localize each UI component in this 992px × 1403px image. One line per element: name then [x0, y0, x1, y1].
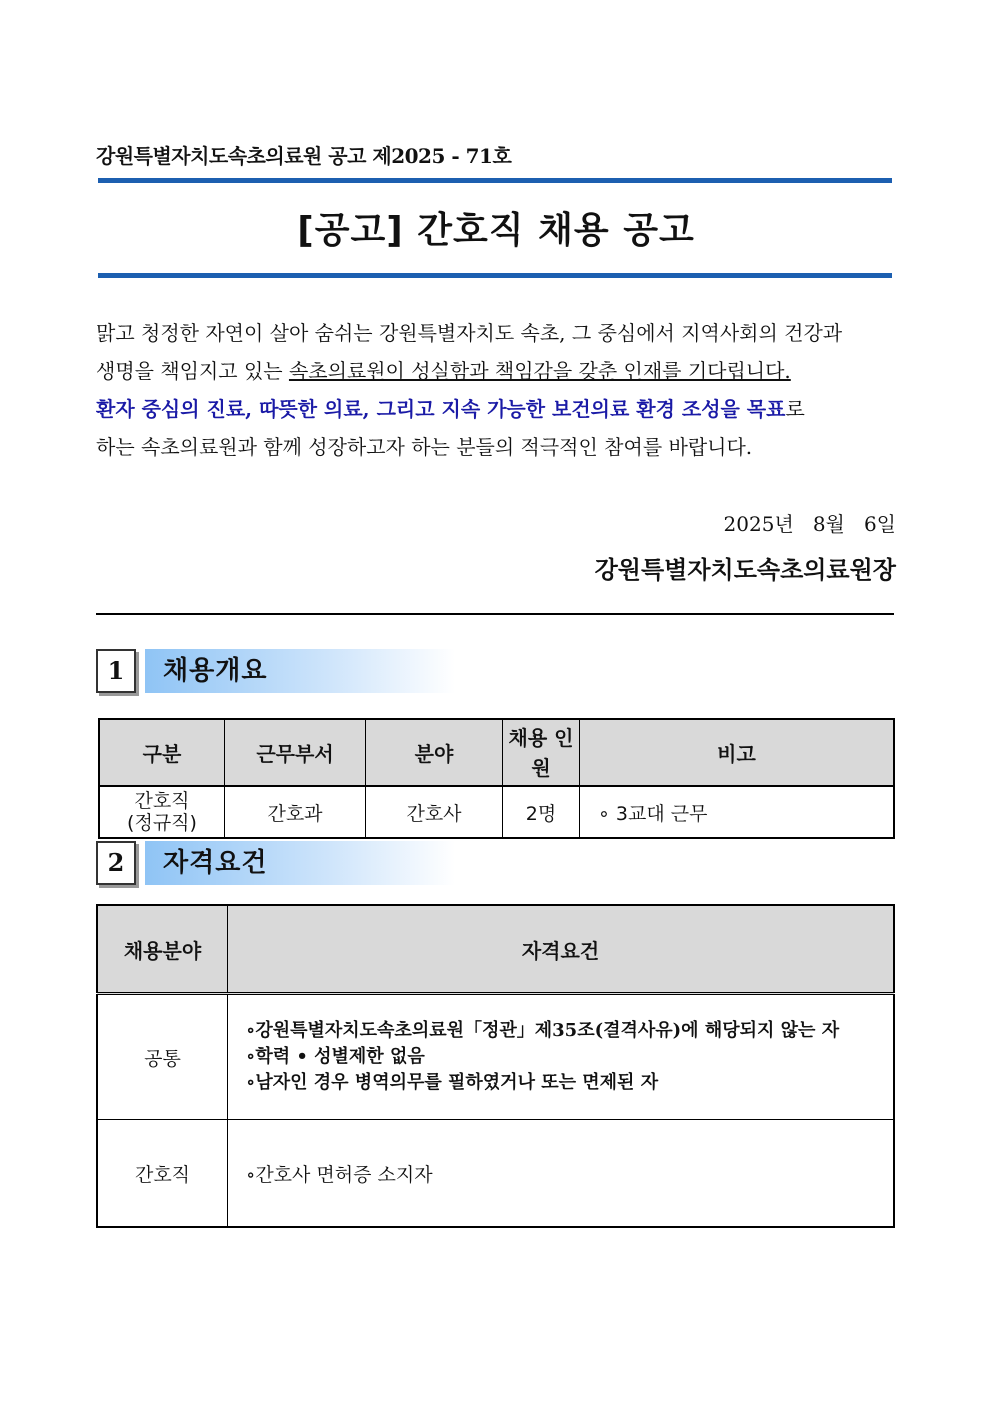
page-title: [공고] 간호직 채용 공고 — [297, 210, 695, 251]
section-2-title: 자격요건 — [163, 848, 268, 878]
overview-note: ∘ 3교대 근무 — [580, 786, 895, 838]
overview-header-count: 채용 인원 — [503, 719, 580, 786]
intro-paragraph — [96, 314, 896, 466]
overview-category-line1: 간호직 — [134, 790, 190, 812]
requirement-item: ∘학력 • 성별제한 없음 — [246, 1046, 425, 1067]
table-row — [97, 994, 894, 1120]
requirements-common-items — [228, 994, 895, 1120]
intro-line-3 — [96, 390, 896, 428]
overview-header-category: 구분 — [99, 719, 225, 786]
section-1-number: 1 — [96, 649, 136, 693]
overview-table — [98, 718, 895, 839]
overview-header-field: 분야 — [366, 719, 503, 786]
overview-field: 간호사 — [366, 786, 503, 838]
overview-header-note: 비고 — [580, 719, 895, 786]
requirements-header-row — [97, 905, 894, 994]
requirements-header-requirement: 자격요건 — [228, 905, 895, 994]
requirement-item: ∘남자인 경우 병역의무를 필하였거나 또는 면제된 자 — [246, 1072, 659, 1093]
intro-line-2 — [96, 352, 896, 390]
overview-department: 간호과 — [225, 786, 366, 838]
intro-line-3-rest: 로 — [785, 397, 805, 421]
notice-number: 강원특별자치도속초의료원 공고 제2025 - 71호 — [96, 144, 512, 168]
intro-line-2-underline: 속초의료원이 성실함과 책임감을 갖춘 인재를 기다립니다. — [288, 359, 791, 383]
title-bottom-rule — [98, 273, 892, 278]
table-row — [99, 786, 894, 838]
intro-line-1: 맑고 청정한 자연이 살아 숨쉬는 강원특별자치도 속초, 그 중심에서 지역사회의 건강과 — [96, 321, 843, 345]
title-top-rule — [98, 178, 892, 183]
intro-line-4: 하는 속초의료원과 함께 성장하고자 하는 분들의 적극적인 참여를 바랍니다. — [96, 435, 753, 459]
intro-line-3-emphasis: 환자 중심의 진료, 따뜻한 의료, 그리고 지속 가능한 보건의료 환경 조성을 목표 — [96, 397, 786, 421]
requirements-header-field: 채용분야 — [97, 905, 228, 994]
requirements-nurse-label: 간호직 — [97, 1120, 228, 1228]
overview-count: 2명 — [503, 786, 580, 838]
overview-category — [99, 786, 225, 838]
requirements-table — [96, 904, 895, 1228]
table-row — [97, 1120, 894, 1228]
section-1-bar — [145, 649, 455, 693]
overview-header-department: 근무부서 — [225, 719, 366, 786]
requirements-common-label: 공통 — [97, 994, 228, 1120]
requirement-item: ∘강원특별자치도속초의료원「정관」제35조(결격사유)에 해당되지 않는 자 — [246, 1020, 840, 1041]
divider — [96, 613, 894, 615]
overview-header-row — [99, 719, 894, 786]
issuer-name: 강원특별자치도속초의료원장 — [594, 555, 896, 584]
section-2-number: 2 — [96, 841, 136, 885]
overview-category-line2: (정규직) — [127, 812, 197, 834]
section-2-bar — [145, 841, 455, 885]
section-1-title: 채용개요 — [163, 656, 268, 686]
intro-line-2-text: 생명을 책임지고 있는 — [96, 359, 289, 383]
notice-date: 2025년 8월 6일 — [723, 512, 896, 536]
requirements-nurse-item: ∘간호사 면허증 소지자 — [228, 1120, 895, 1228]
